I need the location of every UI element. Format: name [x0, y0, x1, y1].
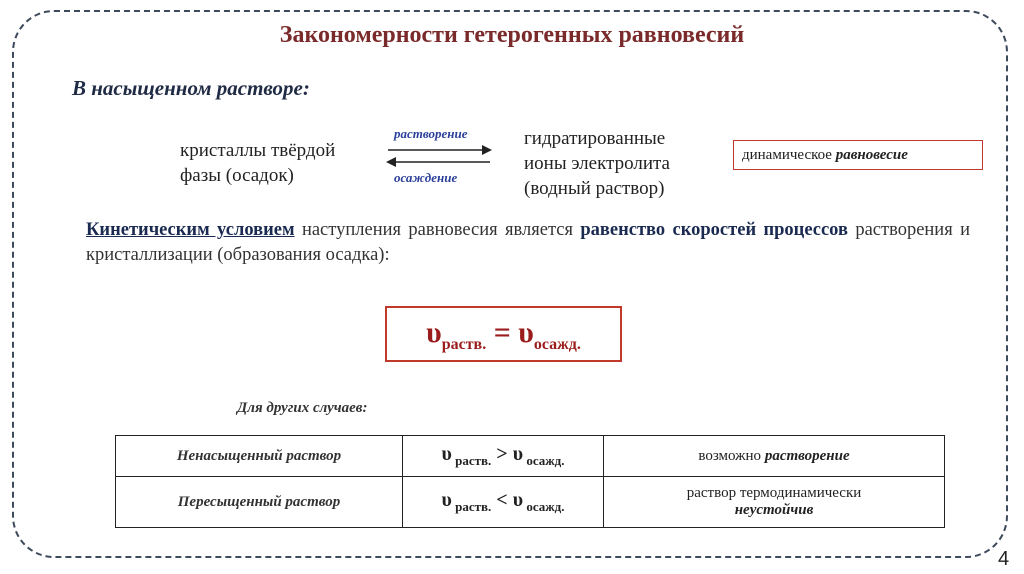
formula-eq: = [486, 316, 519, 349]
dynamic-prefix: динамическое [742, 147, 836, 163]
rate-sub-a: раств. [451, 499, 492, 514]
result-emphasis: неустойчив [734, 502, 814, 518]
result-prefix: возможно [698, 447, 765, 464]
dissolution-label: растворение [394, 126, 468, 141]
rate-operator: < [491, 489, 513, 511]
other-cases-label: Для других случаев: [237, 400, 368, 416]
rate-sub-b: осажд. [523, 453, 565, 468]
hydrated-ions-line3: (водный раствор) [524, 178, 665, 199]
rate-sub-a: раств. [451, 453, 492, 468]
rate-equality-formula [385, 306, 622, 362]
table-row [116, 477, 945, 528]
rate-operator: > [491, 443, 513, 465]
hydrated-ions-line1: гидратированные [524, 128, 666, 149]
equilibrium-arrows-icon [384, 142, 494, 170]
rate-v-b: υ [512, 489, 524, 511]
precipitation-label: осаждение [394, 170, 458, 185]
rate-v-a: υ [441, 443, 452, 465]
solid-phase-line2: фазы (осадок) [180, 165, 294, 186]
dynamic-emphasis: равновесие [835, 147, 908, 163]
condition-cell: Пересыщенный раствор [116, 477, 403, 528]
solid-phase-text [180, 138, 335, 188]
kinetic-condition-paragraph [86, 218, 970, 268]
dynamic-equilibrium-box [733, 140, 983, 170]
kinetic-text-1: наступления равновесия является [294, 220, 581, 240]
slide-title: Закономерности гетерогенных равновесий [279, 22, 745, 48]
formula-sub2: осажд. [533, 336, 581, 353]
result-cell [604, 477, 945, 528]
rate-v-b: υ [512, 443, 524, 465]
kinetic-term: Кинетическим условием [86, 220, 295, 240]
hydrated-ions-line2: ионы электролита [524, 153, 670, 174]
hydrated-ions-text [524, 126, 670, 201]
cases-table [115, 435, 945, 528]
condition-cell: Ненасыщенный раствор [116, 436, 403, 477]
rate-cell [403, 477, 604, 528]
section-subtitle: В насыщенном растворе: [72, 76, 310, 100]
rate-sub-b: осажд. [523, 499, 565, 514]
formula-v2: υ [518, 316, 534, 349]
solid-phase-line1: кристаллы твёрдой [180, 140, 336, 161]
result-emphasis: растворение [764, 447, 850, 464]
formula-v1: υ [426, 316, 442, 349]
kinetic-term-2: равенство скоростей процессов [580, 220, 848, 240]
result-cell [604, 436, 945, 477]
page-number: 4 [998, 548, 1010, 570]
kinetic-text-2: растворения и кристаллизации (образования осадка): [86, 220, 970, 265]
result-prefix: раствор термодинамически [686, 485, 862, 501]
rate-v-a: υ [441, 489, 452, 511]
rate-cell [403, 436, 604, 477]
formula-sub1: раств. [441, 336, 487, 353]
table-row [116, 436, 945, 477]
